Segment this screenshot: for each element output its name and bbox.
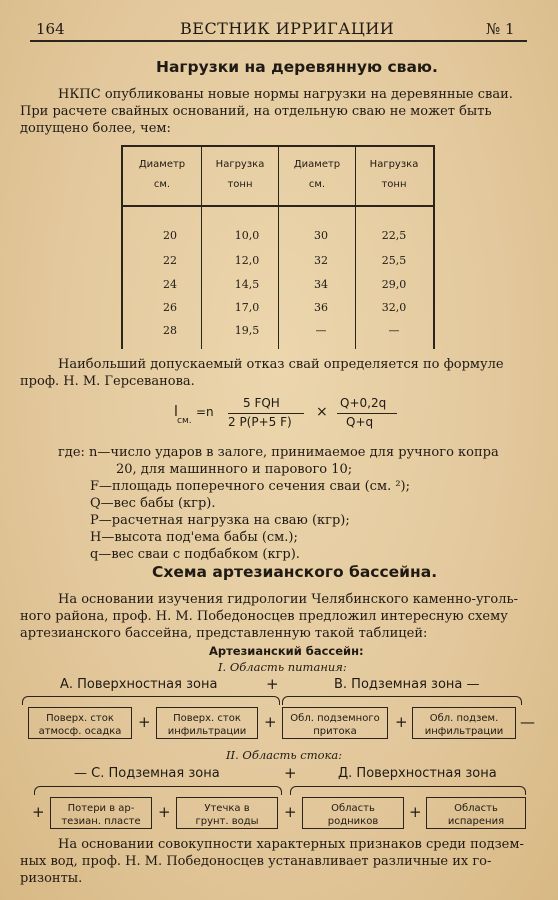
header-rule <box>30 40 527 42</box>
legend-line4: Q—вес бабы (кгр). <box>90 496 216 511</box>
brace-zone-d <box>290 786 526 795</box>
plus-sign: + <box>395 713 408 731</box>
legend-line7: q—вес сваи с подбабком (кгр). <box>90 547 300 562</box>
scheme-heading: Артезианский бассейн: <box>209 644 364 658</box>
plus-sign: + <box>266 675 279 693</box>
section1-title: Нагрузки на деревянную сваю. <box>156 58 438 76</box>
table-cell: 20 <box>163 229 177 242</box>
box-artesian-losses: Потери в ар- тезиан. пласте <box>50 797 152 829</box>
legend-line3: F—площадь поперечного сечения сваи (см. ²); <box>90 479 411 494</box>
legend-line1: где: n—число ударов в залоге, принимаемое для ручного копра <box>58 445 499 460</box>
journal-title: ВЕСТНИК ИРРИГАЦИИ <box>180 19 395 38</box>
plus-sign: + <box>32 803 45 821</box>
table-cell: 32 <box>314 254 328 267</box>
table-cell: 14,5 <box>234 278 260 291</box>
plus-sign: + <box>264 713 277 731</box>
table-cell: 19,5 <box>234 324 260 337</box>
table-cell: 25,5 <box>381 254 407 267</box>
closing-line2: ных вод, проф. Н. М. Победоносцев устанавливает различные их го- <box>20 854 492 869</box>
page: 164 ВЕСТНИК ИРРИГАЦИИ № 1 Нагрузки на деревянную сваю. НКПС опубликованы новые нормы нагрузки на деревянные сваи. При расчете свайных оснований, на отдельную сваю не может быть допущено более, чем: Диаметр см. Нагрузка тонн Диаметр см. Нагрузка тонн 20 10,0 30 22,5 22 12,0 32 25,5 24 14,5 34 29,0 26 17,0 36 32,0 28 19,5 — — Наибольший допускаемый отказ свай определяется по формуле проф. Н. М. Герсеванова. l см. =n 5 FQH 2 P(P+5 F) × Q+0,2q Q+q где: n—число ударов в залоге, принимаемое для ручного копра 20, для машинного и парового 10; F—площадь поперечного сечения сваи (см. ²); Q—вес бабы (кгр). P—расчетная нагрузка на сваю (кгр); H—высота под'ема бабы (см.); q—вес сваи с подбабком (кгр). Схема артезианского бассейна. На основании изучения гидрологии Челябинского каменно-уголь- ного района, проф. Н. М. Победоносцев предложил интересную схему артезианского бассейна, представленную такой таблицей: Артезианский бассейн: I. Область питания: А. Поверхностная зона + В. Подземная зона — Поверх. сток атмосф. осадка + Поверх. сток инфильтрации + Обл. подземного притока + Обл. подзем. инфильтрации — II. Область стока: — С. Подземная зона + Д. Поверхностная зона + Потери в ар- тезиан. пласте + Утечка в грунт. воды + Область родников + Область испарения На основании совокупности характерных признаков среди подзем- ных вод, проф. Н. М. Победоносцев устанавливает различные их го- ризонты. <box>0 0 558 900</box>
table-cell: 36 <box>314 301 328 314</box>
zone-a: А. Поверхностная зона <box>60 677 218 692</box>
closing-line3: ризонты. <box>20 871 83 886</box>
table-header-diameter-1: Диаметр см. <box>138 159 186 190</box>
table-cell: — <box>388 324 400 337</box>
plus-sign: + <box>409 803 422 821</box>
table-header-diameter-2: Диаметр см. <box>293 159 341 190</box>
zone-c: — С. Подземная зона <box>74 766 220 781</box>
section2-title: Схема артезианского бассейна. <box>152 563 438 581</box>
legend-line5: P—расчетная нагрузка на сваю (кгр); <box>90 513 350 528</box>
table-cell: 28 <box>163 324 177 337</box>
closing-line1: На основании совокупности характерных признаков среди подзем- <box>58 837 524 852</box>
table-cell: 22,5 <box>381 229 407 242</box>
section2-intro-line2: ного района, проф. Н. М. Победоносцев предложил интересную схему <box>20 609 508 624</box>
dash-sign: — <box>520 713 535 731</box>
area-1-label: I. Область питания: <box>218 660 347 674</box>
zone-d: Д. Поверхностная зона <box>338 766 497 781</box>
after-table-line2: проф. Н. М. Герсеванова. <box>20 374 195 389</box>
box-groundwater-leak: Утечка в грунт. воды <box>176 797 278 829</box>
brace-zone-b <box>282 696 522 705</box>
legend-line2: 20, для машинного и парового 10; <box>116 462 353 477</box>
table-header-load-2: Нагрузка тонн <box>369 159 419 190</box>
zone-b: В. Подземная зона — <box>334 677 480 692</box>
brace-zone-c <box>34 786 282 795</box>
plus-sign: + <box>158 803 171 821</box>
table-cell: 29,0 <box>381 278 407 291</box>
section1-intro-line1: НКПС опубликованы новые нормы нагрузки на деревянные сваи. <box>58 87 513 102</box>
area-2-label: II. Область стока: <box>226 748 343 762</box>
table-cell: 34 <box>314 278 328 291</box>
table-cell: 24 <box>163 278 177 291</box>
table-cell: — <box>315 324 327 337</box>
plus-sign: + <box>284 803 297 821</box>
load-table <box>121 145 435 349</box>
table-cell: 12,0 <box>234 254 260 267</box>
issue-number: № 1 <box>486 20 515 38</box>
box-springs-area: Область родников <box>302 797 404 829</box>
box-underground-infiltration: Обл. подзем. инфильтрации <box>412 707 516 739</box>
table-cell: 10,0 <box>234 229 260 242</box>
box-evaporation-area: Область испарения <box>426 797 526 829</box>
table-cell: 32,0 <box>381 301 407 314</box>
table-header-load-1: Нагрузка тонн <box>215 159 265 190</box>
section1-intro-line3: допущено более, чем: <box>20 121 171 136</box>
section1-intro-line2: При расчете свайных оснований, на отдельную сваю не может быть <box>20 104 492 119</box>
box-surface-runoff-infiltration: Поверх. сток инфильтрации <box>156 707 258 739</box>
table-cell: 22 <box>163 254 177 267</box>
box-surface-runoff-precip: Поверх. сток атмосф. осадка <box>28 707 132 739</box>
table-cell: 30 <box>314 229 328 242</box>
box-underground-inflow: Обл. подземного притока <box>282 707 388 739</box>
plus-sign: + <box>284 764 297 782</box>
legend-line6: H—высота под'ема бабы (см.); <box>90 530 298 545</box>
page-number: 164 <box>36 20 65 38</box>
after-table-line1: Наибольший допускаемый отказ свай определяется по формуле <box>58 357 504 372</box>
table-cell: 17,0 <box>234 301 260 314</box>
brace-zone-a <box>22 696 280 705</box>
table-cell: 26 <box>163 301 177 314</box>
section2-intro-line3: артезианского бассейна, представленную такой таблицей: <box>20 626 428 641</box>
section2-intro-line1: На основании изучения гидрологии Челябинского каменно-уголь- <box>58 592 518 607</box>
plus-sign: + <box>138 713 151 731</box>
